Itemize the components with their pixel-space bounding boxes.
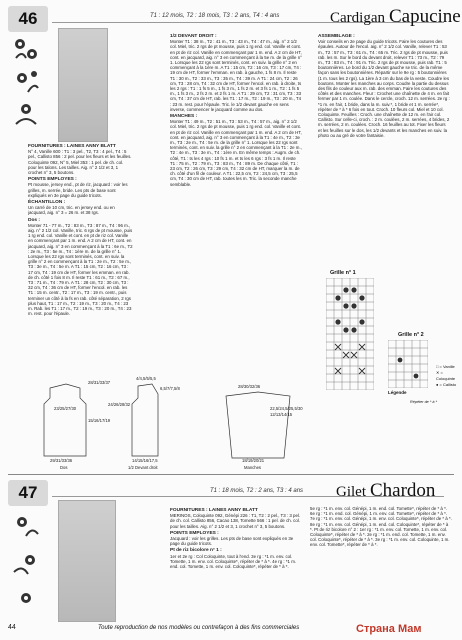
man-bottom-label: 18/19/20/21 [242, 458, 265, 463]
grille2-title: Grille n° 2 [398, 332, 424, 338]
echantillon-text: Un carré de 10 cm, tric. en jersey end. ou en jacquard, aig. n° 3 = 26 m. et 38 rgs. [28, 205, 115, 216]
flower-motif-icon [12, 550, 40, 578]
child-photo [58, 28, 108, 142]
sizes-line-46: T1 : 12 mois, T2 : 18 mois, T3 : 2 ans, T4 : 4 ans [150, 13, 280, 19]
points-heading: POINTS EMPLOYES : [28, 177, 77, 183]
assemblage-heading: ASSEMBLAGE : [318, 34, 355, 39]
grille1-chart [326, 278, 374, 390]
grilles-area [318, 268, 458, 408]
fournitures-heading: FOURNITURES : LAINES ANNY BLATT [28, 144, 116, 149]
dev-side-label: 6,5/7/7,5/8 [160, 386, 180, 391]
dos-text: Monter 71 - 77 m., T2 : 83 m., T3 : 87 m., T4 : 96 m., aig. n° 2 1/2 col. Vanille, tric. 6 rgs de pt mousse, puis 1 rg end. col. Vanille et cont. en pt de riz col. Vanille en commençant par 1 m. end. A 2 cm de HT, cont. en jacquard, aig. n° 3 en commençant à la T1 : 6e m., T2 : 2e m., T3 : 5e m., T4 : 1ère m. de la grille n° 1. Lorsque les 22 rgs sont terminés, cont. en suiv. la grille n° 2 en commençant à la T1 : 2e m., T2 : 5e m., T3 : 3e m., T4 : 5e m. A T1 : 15 cm, T2 : 16 cm, T3 : 17 cm, T4 : 19 cm de HT, former les emman. en rab. de ch. côté 1 fois 8 m. Il reste T1 : 61 m., T2 : 67 m., T3 : 71 m., T4 : 79 m. A T1 : 28 cm, T2 : 30 cm, T3 : 32 cm, T4 : 36 cm de HT, former l'encol. en rab. les T1 : 15 m. centr., T2 : 17 m., T3 : 19 m. centr., puis terminer un côté à la fs en rab. côté séparation, 2 rgs plus haut, T1 : 17 m., T2 : 19 m., T3 : 20 m., T4 : 23 m. Rab. les T1 : 17 m., T2 : 19 m., T3 : 20 m., T4 : 23 m. rest. pour l'épaule. [28, 222, 133, 317]
riz-heading-47: Pt de riz bicolore n° 1 : [170, 548, 222, 554]
section-divider [8, 474, 454, 475]
man-mid-label: 12/13/14/15 [270, 412, 293, 417]
legend-vanille: □ = Vanille [436, 364, 455, 369]
manche-shape [226, 392, 290, 458]
right-column-46 [318, 32, 450, 268]
dev-name-label: 1/2 Devant droit [128, 465, 158, 470]
legend [388, 390, 407, 395]
dos-side-label: 15/16/17/19 [88, 418, 111, 423]
echantillon-heading: ÉCHANTILLON : [28, 200, 66, 206]
sizes-line-47: T1 : 18 mois, T2 : 2 ans, T3 : 4 ans [210, 488, 304, 494]
dev-top-label: 4/4,5/5/5,5 [136, 376, 156, 381]
legend-callisto: ● = Callisto [436, 382, 457, 387]
fournitures-text: N° 4, Vanille 600 : T1 : 3 pel., T2, T3 : 4 pel., T4 : 5 pel., Callisto 856 : 2 pel. pour les fleurs et les feuilles. Coloquinte 092, N° 5, Miel 353 : 1 pel. de ch. col. pour les talons. Les tailles. Aig. n° 2 1/2 et 3, 1 crochet n° 3, 5 boutons. [28, 149, 132, 176]
right-text-47: 5e rg : *1 m. env. col. Génépi, 1 m. end. col. Tomette*, répéter de * à *. 6e rg : *1 m. end. col. Génépi, 1 m. env. col. Tomette*, répéter de * à *. 7e rg : *1 m. env. col. Génépi, 1 m. env. col. Coloquinte*, répéter de * à *. 8e rg : *1 m. env. col. Génépi, 1 m. end. col. Coloquinte*, répéter de * à *. Pt de riz bicolore n° 2 : 1er rg : *1 m. env. col. Tomette, 1 m. env. col. Coloquinte*, répéter de * à *. 2e rg : *1 m. end. col. Tomette, 1 m. env. col. Coloquinte*, répéter de * à *. 3e rg : *1 m. env. col. Coloquinte, 1 m. env. col. Tomette*, répéter de * à *. [310, 506, 452, 548]
grille1-title: Grille n° 1 [330, 270, 356, 276]
grille2-chart [388, 340, 428, 388]
points-heading-47: POINTS EMPLOYES : [170, 530, 219, 536]
flower-motif-icon [12, 68, 40, 96]
devant-heading: 1/2 DEVANT DROIT : [170, 34, 217, 39]
riz-text-47: 1er et 2e rg : Col Coloquinte, tout à l'end. 3e rg : *1 m. env. col. Tomette, 1 m. env. col. Coloquinte*, répéter de * à *. 4e rg : *1 m. end. col. Tomette, 1 m. env. col. Coloquinte*, répéter de * à *. [170, 553, 297, 570]
repeat-label: Répéter de * à * [410, 400, 438, 404]
left-column-46 [28, 142, 133, 374]
manches-heading: MANCHES : [170, 114, 198, 120]
watermark: Страна Мам [356, 623, 422, 635]
title-46: Cardigan Capucine [330, 6, 461, 27]
schematics [28, 376, 308, 470]
dos-bottom-label: 29/31/33/36 [50, 458, 73, 463]
pattern-number-46: 46 [8, 6, 48, 32]
points-text: Pt mousse, jersey end., pt de riz, jacquard : voir les grilles, m. serrée, bride. Les pts de base sont expliqués en 3e page du guide tricots. [28, 182, 128, 198]
flower-motif-icon [12, 100, 40, 128]
dos-top-label: 28/31/33/37 [88, 380, 111, 385]
devant-text: Monter T1 : 38 m., T2 : 41 m., T3 : 43 m., T4 : 47 m., aig. n° 2 1/2 col. Miel, tric. 2 rgs de pt mousse, puis 1 rg end. col. Vanille et cont. en pt de riz col. Vanille en commençant par 1 m. end. A 2 cm de HT, cont. en jacquard, aig. n° 3 en commençant à la 5e m. de la grille n° 1. Lorsque les 22 rgs sont terminés, cont. en suiv. la grille n° 2 en commençant à la 1ère m. A T1 : 15 cm, T2 : 16 cm, T3 : 17 cm, T4 : 19 cm de HT, former l'emman. en rab. à gauche, 1 fs 8 m. Il reste T1 : 30 m., T2 : 33 m., T3 : 35 m., T4 : 39 m. A T1 : 24 cm, T2 : 26 cm, T3 : 28 cm, T4 : 32 cm de HT, former l'encol. en rab. à droite, ts les 2 rgs : T1 : 1 fs 5 m., 1 fs 3 m., 1 fs 2 m. et 3 fs 1 m., T2 : 1 fs 5 m., 1 fs 3 m., 2 fs 2 m. et 2 fs 1 m. A T1 : 29 cm, T2 : 31 cm, T3 : 33 cm, T4 : 37 cm de HT, rab. les T1 : 17 m., T2 : 19 m., T3 : 20 m., T4 : 23 m. rest. pour l'épaule. Tric. le 1/2 devant gauche en sens inverse, commencer le jacquard comme au dos. [170, 39, 302, 112]
legend-coloquinte: ✕ = Coloquinte [436, 370, 456, 381]
devant-shape [132, 384, 158, 456]
right-column-47 [310, 506, 452, 620]
page-number: 44 [8, 624, 16, 631]
legend-items [436, 364, 458, 388]
man-name-label: Manches [244, 465, 261, 470]
cross-icon: ✕ [436, 370, 440, 375]
manches-text: Monter T1 : 49 m., T2 : 51 m., T3 : 53 m., T4 : 57 m., aig. n° 2 1/2 col. Miel, tric. 2 rgs de pt mousse, puis 1 rg end. col. Vanille et cont. en pt de riz col. Vanille en commençant par 1 m. end. A 2 cm de HT, cont. en jacquard, aig. n° 3 en commençant à la T1 : 4e m., T2 : 3e m., T3 : 2e m., T4 : 5e m. de la grille n° 1. Lorsque les 22 rgs sont terminés, cont. en suiv. la grille n° 2 en commençant à la T1 : 2e m., T2 : 4e m., T3 : 3e m., T4 : 1ère m. En même temps : Augm. de ch. côté, T1 : ts les 4 rgs : 10 fs 1 m. et ts les 6 rgs : 3 fs 1 m. Il reste T1 : 75 m., T2 : 79 m., T3 : 83 m., T4 : 89 m. De chaque côté, T1 : 23 cm, T2 : 26 cm, T3 : 29 cm, T4 : 32 cm de HT, marquer la m. de ch. côté d'un fil de couleur. A T1 : 22,5 cm, T2 : 24,5 cm, T3 : 25,5 cm, T4 : 30 cm de HT, rab. toutes les m. Tric. la seconde manche semblable. [170, 119, 302, 187]
dev-h-label: 24/26/28/32 [108, 402, 131, 407]
man-side-label: 22,5/24,5/25,5/30 [270, 406, 303, 411]
footer-text: Toute reproduction de nos modèles ou contrefaçon à des fins commerciales [98, 625, 300, 631]
dos-heading: Dos : [28, 217, 40, 223]
pattern-number-47: 47 [8, 480, 48, 506]
fournitures-text-47: MERINOS, Coloquinte 092, Génépi 226 : T1, T2 : 2 pel., T3 : 3 pel. de ch. col. Callisto 856, Cacao 138, Tomette 566 : 1 pel. de ch. col. pour les tailles. Aig. n° 2 1/2 et 3, 1 crochet n° 3, 5 boutons. [170, 513, 301, 529]
assemblage-text: Voir conseils en 2e page du guide tricots. Faire les coutures des épaules. Autour de l'encol. aig. n° 2 1/2 col. Vanille, relever T1 : 53 m., T2 : 57 m., T3 : 61 m., T4 : 65 m. Tric. 2 rgs de pt mousse, puis rab. les m. Sur le bord du devant droit, relever T1 : 73 m., T2 : 79 m., T3 : 83 m., T4 : 91 m. Tric. 2 rgs de pt mousse, puis rab. T1 : 5 boutonnières. Le bord du 1/2 devant gauche se tric. de la même façon sans les boutonnières. Répartir sur le 9e rg : 5 boutonnières (1 m. tous les 2 rgs). La 1ère à 3 cm du bas de la veste. Coudre les boutons. Monter les manches au corps. Coudre la partie du dessus des fils de couleur aux m. rab. des emman. Faire les coutures des côtés et des manches. Fleur : Crochet une chaînette de 4 m. en fait fermer par 1 m. coulée. Dans le cercle, croch. 12 m. serrées. 2e rg : *1 m. en l'air, 1 bride, dans la m. suiv.*, 1 bride et 1 m. serrée*, répéter de * à * 6 fois en tout. Croch. 10 fleurs col. Miel et 10 col. Coloquinte. Feuilles : Croch. une chaînette de 12 m. en l'air col. Callisto. Sur celle-ci, croch. : 2 m. coulées, 2 m. serrées, 4 brides, 2 m. serrées, 2 m. coulées. Croch. 16 feuilles au tot. Fixer les fleurs et les feuilles sur le dos, les 1/2 devants et les manches en suiv. la photo ou au gré de votre fantaisie. [318, 39, 450, 138]
dos-left-label: 23/25/27/30 [54, 406, 77, 411]
dot-icon: ● [436, 382, 439, 387]
middle-column-47 [170, 506, 302, 620]
flower-motif-icon [12, 36, 40, 64]
footer [0, 622, 462, 640]
dev-bottom-label: 14/15/16/17,5 [132, 458, 158, 463]
dos-name-label: Dos [60, 465, 68, 470]
middle-column-46 [170, 32, 302, 410]
flower-motif-icon [12, 586, 40, 614]
child-photo-47 [58, 500, 116, 622]
legend-title: Légende [388, 390, 407, 395]
points-text-47: Jacquard : voir les grilles. Les pts de base sont expliqués en 3e page du guide tricots. [170, 536, 294, 547]
title-47: Gilet Chardon [336, 480, 436, 501]
man-top-label: 28/30/32/36 [238, 384, 261, 389]
dos-shape [44, 384, 86, 456]
square-icon: □ [436, 364, 439, 369]
fournitures-heading-47: FOURNITURES : LAINES ANNY BLATT [170, 508, 258, 513]
flower-motif-icon [12, 512, 40, 540]
